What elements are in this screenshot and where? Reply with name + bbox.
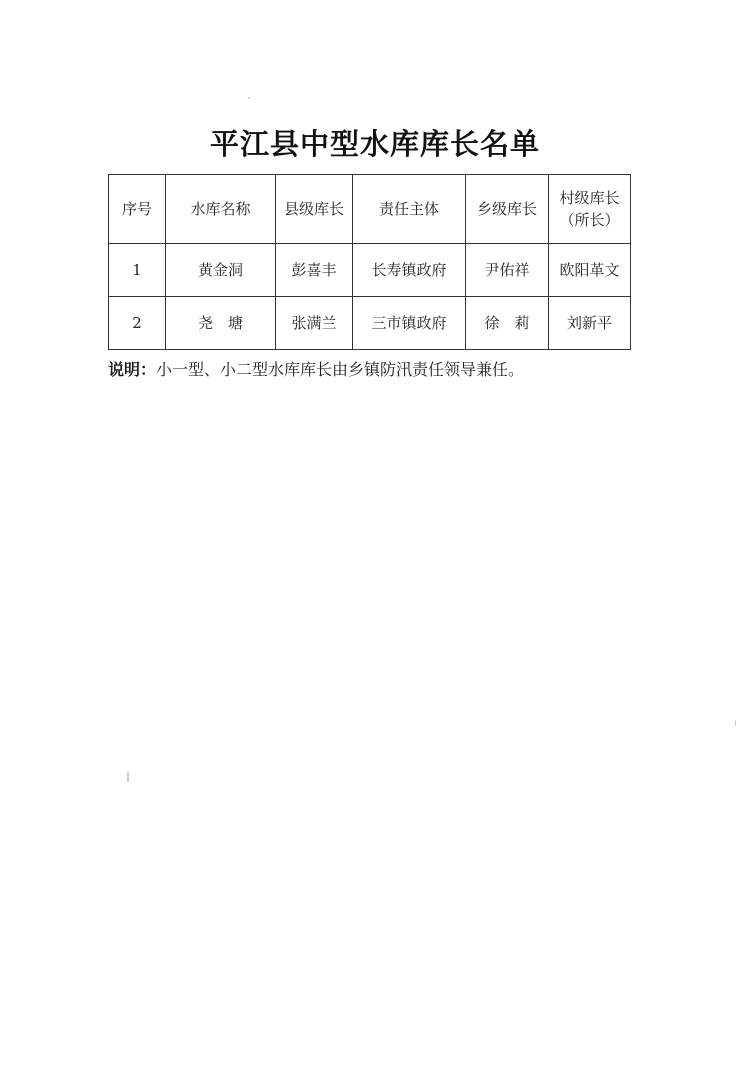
cell-responsible-body: 长寿镇政府 — [353, 244, 466, 297]
cell-village-chief: 欧阳革文 — [549, 244, 631, 297]
header-responsible-body: 责任主体 — [353, 175, 466, 244]
cell-township-chief: 徐 莉 — [466, 297, 549, 350]
cell-reservoir-name: 黄金洞 — [166, 244, 276, 297]
cell-index: 1 — [109, 244, 166, 297]
table-row — [109, 297, 631, 350]
header-county-chief: 县级库长 — [276, 175, 353, 244]
scan-speck — [248, 97, 250, 99]
document-title: 平江县中型水库库长名单 — [209, 127, 540, 161]
cell-county-chief: 张满兰 — [276, 297, 353, 350]
note-text: 小一型、小二型水库库长由乡镇防汛责任领导兼任。 — [156, 360, 525, 379]
scan-speck — [735, 720, 736, 726]
cell-village-chief: 刘新平 — [549, 297, 631, 350]
cell-township-chief: 尹佑祥 — [466, 244, 549, 297]
header-township-chief: 乡级库长 — [466, 175, 549, 244]
cell-county-chief: 彭喜丰 — [276, 244, 353, 297]
note-label: 说明： — [108, 360, 157, 379]
cell-responsible-body: 三市镇政府 — [353, 297, 466, 350]
header-village-chief: 村级库长 （所长） — [549, 175, 631, 244]
header-reservoir-name: 水库名称 — [166, 175, 276, 244]
header-index: 序号 — [109, 175, 166, 244]
table-header-row — [109, 175, 631, 244]
table-row — [109, 244, 631, 297]
cell-index: 2 — [109, 297, 166, 350]
explanation-note — [108, 358, 524, 382]
reservoir-chief-table — [108, 174, 631, 350]
cell-reservoir-name: 尧 塘 — [166, 297, 276, 350]
scan-speck — [127, 772, 129, 782]
